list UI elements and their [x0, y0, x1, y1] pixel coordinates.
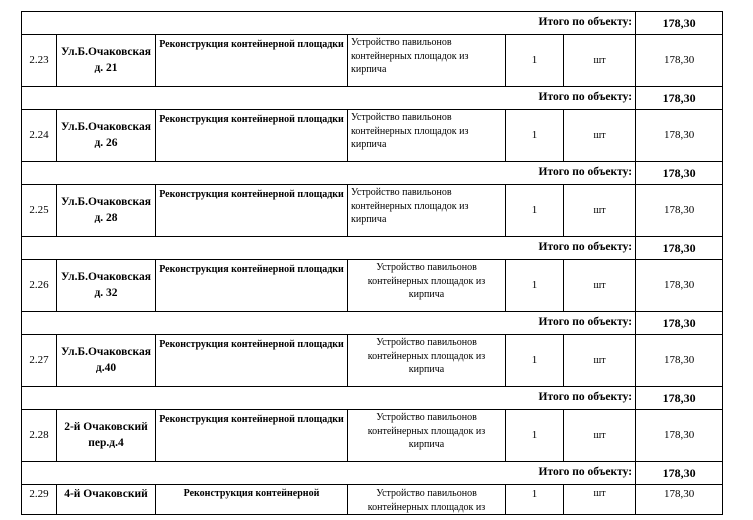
row-price: 178,30	[636, 260, 723, 312]
row-unit: шт	[564, 185, 636, 237]
row-description: Устройство павильонов контейнерных площадок из кирпича	[348, 410, 506, 462]
row-quantity: 1	[506, 260, 564, 312]
total-row	[22, 462, 723, 485]
row-unit: шт	[564, 110, 636, 162]
row-description: Устройство павильонов контейнерных площадок из кирпича	[348, 110, 506, 162]
total-value: 178,30	[636, 462, 723, 485]
row-description: Устройство павильонов контейнерных площадок из кирпича	[348, 335, 506, 387]
total-value: 178,30	[636, 162, 723, 185]
total-row	[22, 162, 723, 185]
row-quantity: 1	[506, 110, 564, 162]
row-work-type: Реконструкция контейнерной площадки	[156, 410, 348, 462]
total-label: Итого по объекту:	[22, 387, 636, 410]
row-address: Ул.Б.Очаковская д.40	[57, 335, 156, 387]
row-price: 178,30	[636, 110, 723, 162]
row-description: Устройство павильонов контейнерных площадок из кирпича	[348, 185, 506, 237]
row-work-type: Реконструкция контейнерной	[156, 485, 348, 515]
table-row	[22, 35, 723, 87]
row-address: 2-й Очаковский пер.д.4	[57, 410, 156, 462]
row-work-type: Реконструкция контейнерной площадки	[156, 335, 348, 387]
row-price: 178,30	[636, 410, 723, 462]
row-price: 178,30	[636, 185, 723, 237]
total-value: 178,30	[636, 237, 723, 260]
total-value: 178,30	[636, 387, 723, 410]
row-price: 178,30	[636, 35, 723, 87]
row-address: Ул.Б.Очаковская д. 32	[57, 260, 156, 312]
estimate-table	[21, 11, 723, 515]
table-row	[22, 260, 723, 312]
row-number: 2.24	[22, 110, 57, 162]
total-label: Итого по объекту:	[22, 162, 636, 185]
table-row	[22, 110, 723, 162]
row-work-type: Реконструкция контейнерной площадки	[156, 35, 348, 87]
row-quantity: 1	[506, 335, 564, 387]
row-price: 178,30	[636, 485, 723, 515]
total-row	[22, 237, 723, 260]
row-number: 2.26	[22, 260, 57, 312]
table-row	[22, 335, 723, 387]
row-address: Ул.Б.Очаковская д. 26	[57, 110, 156, 162]
row-work-type: Реконструкция контейнерной площадки	[156, 110, 348, 162]
row-unit: шт	[564, 410, 636, 462]
row-address: 4-й Очаковский	[57, 485, 156, 515]
row-work-type: Реконструкция контейнерной площадки	[156, 185, 348, 237]
total-label: Итого по объекту:	[22, 237, 636, 260]
row-description: Устройство павильонов контейнерных площадок из кирпича	[348, 260, 506, 312]
row-number: 2.28	[22, 410, 57, 462]
row-quantity: 1	[506, 485, 564, 515]
total-label: Итого по объекту:	[22, 312, 636, 335]
total-row	[22, 312, 723, 335]
total-label: Итого по объекту:	[22, 462, 636, 485]
total-row	[22, 87, 723, 110]
total-label: Итого по объекту:	[22, 87, 636, 110]
row-unit: шт	[564, 335, 636, 387]
total-row	[22, 387, 723, 410]
row-number: 2.29	[22, 485, 57, 515]
row-unit: шт	[564, 260, 636, 312]
row-number: 2.27	[22, 335, 57, 387]
row-work-type: Реконструкция контейнерной площадки	[156, 260, 348, 312]
row-quantity: 1	[506, 35, 564, 87]
table-row	[22, 485, 723, 515]
total-value: 178,30	[636, 312, 723, 335]
row-price: 178,30	[636, 335, 723, 387]
total-row	[22, 12, 723, 35]
row-unit: шт	[564, 35, 636, 87]
row-address: Ул.Б.Очаковская д. 28	[57, 185, 156, 237]
row-number: 2.23	[22, 35, 57, 87]
row-number: 2.25	[22, 185, 57, 237]
row-address: Ул.Б.Очаковская д. 21	[57, 35, 156, 87]
table-row	[22, 410, 723, 462]
total-label: Итого по объекту:	[22, 12, 636, 35]
row-quantity: 1	[506, 410, 564, 462]
total-value: 178,30	[636, 12, 723, 35]
table-row	[22, 185, 723, 237]
row-quantity: 1	[506, 185, 564, 237]
row-description: Устройство павильонов контейнерных площадок из кирпича	[348, 35, 506, 87]
total-value: 178,30	[636, 87, 723, 110]
row-unit: шт	[564, 485, 636, 515]
row-description: Устройство павильонов контейнерных площадок из	[348, 485, 506, 515]
